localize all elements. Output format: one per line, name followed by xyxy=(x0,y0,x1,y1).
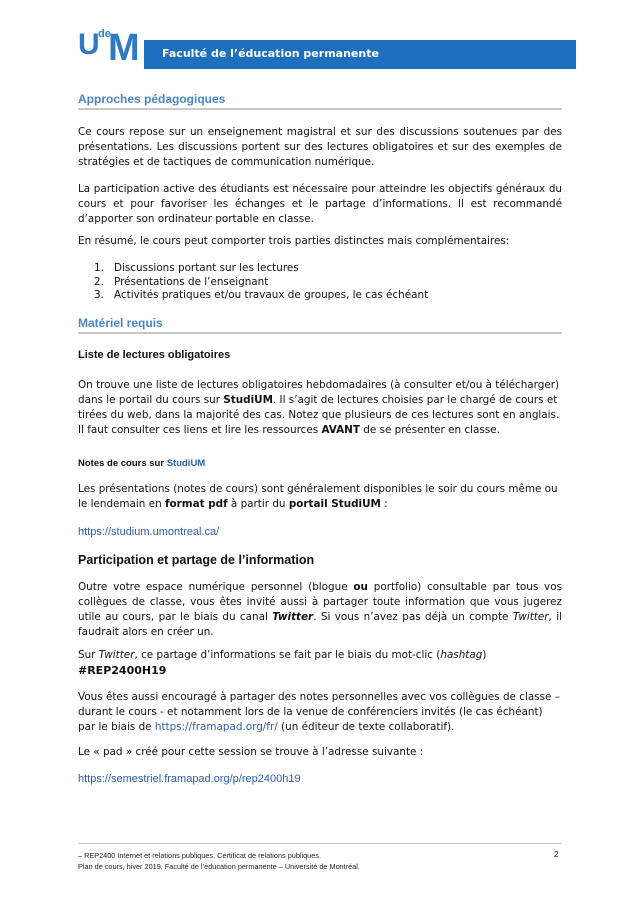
approches-list xyxy=(94,262,564,303)
text-run: Vous êtes aussi encouragé à partager des notes personnelles avec vos collègues de classe – durant le cours - et notamment lors de la venue de conférenciers invités (le cas échéant) par le biais de xyxy=(78,691,560,733)
footer-rule xyxy=(78,843,562,844)
list-item xyxy=(94,289,564,303)
text-run: portfolio) consultable par tous vos collègues de classe, vous êtes invité aussi à partager toute information que vous jugerez utile au cours, par le biais du canal xyxy=(78,581,562,623)
twitter-italic: Twitter xyxy=(98,649,135,661)
list-number: 1. xyxy=(94,262,104,274)
footer-line-1: – REP2400 Internet et relations publiques. Certificat de relations publiques. xyxy=(78,851,321,860)
studium-url-link[interactable]: https://studium.umontreal.ca/ xyxy=(78,526,220,538)
text-run: Notes de cours sur xyxy=(78,458,167,469)
logo-sup: de xyxy=(98,28,111,40)
participation-heading: Participation et partage de l’information xyxy=(78,553,315,567)
text-run: de se présenter en classe. xyxy=(359,424,500,436)
text-run: : xyxy=(380,498,388,510)
logo-u: U xyxy=(78,28,100,61)
list-text: Discussions portant sur les lectures xyxy=(114,262,299,274)
notes-heading xyxy=(78,458,205,469)
text-run: . Il s’agit de lectures choisies par le chargé de cours et tirées du web, dans la majorité des cas. Notez que plusieurs de ces lectures sont en anglais. Il faut consulter ces liens et lire les ressources xyxy=(78,394,560,436)
page-number: 2 xyxy=(554,850,559,859)
section-rule xyxy=(78,108,562,110)
participation-paragraph-1 xyxy=(78,580,562,640)
text-run: , ce partage d’informations se fait par le biais du mot-clic ( xyxy=(134,649,441,661)
hashtag-italic: hashtag xyxy=(440,649,483,661)
list-number: 2. xyxy=(94,275,104,288)
lectures-paragraph xyxy=(78,378,562,438)
list-item xyxy=(94,262,564,276)
footer-line-2: Plan de cours, hiver 2019. Faculté de l’éducation permanente – Université de Montréal. xyxy=(78,862,360,871)
hashtag-text: #REP2400H19 xyxy=(78,664,167,677)
participation-paragraph-2 xyxy=(78,648,562,663)
section-title-materiel: Matériel requis xyxy=(78,316,163,330)
studium-emphasis: StudiUM xyxy=(223,394,273,406)
logo-m: M xyxy=(108,27,140,69)
pad-url-link[interactable]: https://semestriel.framapad.org/p/rep2400h19 xyxy=(78,773,301,785)
section-rule xyxy=(78,332,562,334)
list-text: Présentations de l’enseignant xyxy=(114,275,269,288)
text-run: Outre votre espace numérique personnel (blogue xyxy=(78,581,354,593)
avant-emphasis: AVANT xyxy=(321,424,360,436)
approches-paragraph-2: La participation active des étudiants est nécessaire pour atteindre les objectifs généraux du cours et pour favoriser les échanges et le partage d’informations. Il est recommandé d’apporter son ordinateur portable en classe. xyxy=(78,183,562,225)
list-number: 3. xyxy=(94,289,104,301)
twitter-italic: Twitter xyxy=(512,611,549,623)
faculty-name: Faculté de l’éducation permanente xyxy=(162,47,379,60)
text-run: On trouve une liste de lectures obligatoires hebdomadaires (à consulter et/ou à télécharger) dans le portail du cours sur xyxy=(78,379,560,406)
notes-paragraph xyxy=(78,482,562,512)
text-run: (un éditeur de texte collaboratif). xyxy=(277,721,455,733)
approches-paragraph-3: En résumé, le cours peut comporter trois parties distinctes mais complémentaires: xyxy=(78,235,510,247)
participation-paragraph-4: Le « pad » créé pour cette session se trouve à l’adresse suivante : xyxy=(78,746,424,758)
format-pdf-emphasis: format pdf xyxy=(164,498,228,510)
text-run: ) xyxy=(482,649,487,661)
text-run: . Si vous n’avez pas déjà un compte xyxy=(313,611,513,623)
list-item xyxy=(94,276,564,290)
ou-emphasis: ou xyxy=(353,581,368,593)
studium-link-text[interactable]: StudiUM xyxy=(166,458,206,469)
lectures-heading: Liste de lectures obligatoires xyxy=(78,349,231,361)
twitter-emphasis: Twitter xyxy=(272,611,314,623)
text-run: Sur xyxy=(78,649,99,661)
framapad-link[interactable]: https://framapad.org/fr/ xyxy=(154,721,278,733)
approches-paragraph-1: Ce cours repose sur un enseignement magistral et sur des discussions soutenues par des présentations. Les discussions portent sur des lectures obligatoires et sur des exemples de stratégies et de tactiques de communication numérique. xyxy=(78,126,562,168)
participation-paragraph-3 xyxy=(78,690,562,735)
text-run: à partir du xyxy=(227,498,289,510)
text-run: Les présentations (notes de cours) sont généralement disponibles le soir du cours même ou le lendemain en xyxy=(78,483,558,510)
list-text: Activités pratiques et/ou travaux de groupes, le cas échéant xyxy=(114,289,429,301)
text-run: , il faudrait alors en créer un. xyxy=(78,611,562,638)
section-title-approches: Approches pédagogiques xyxy=(78,92,226,106)
portail-emphasis: portail StudiUM xyxy=(288,498,381,510)
